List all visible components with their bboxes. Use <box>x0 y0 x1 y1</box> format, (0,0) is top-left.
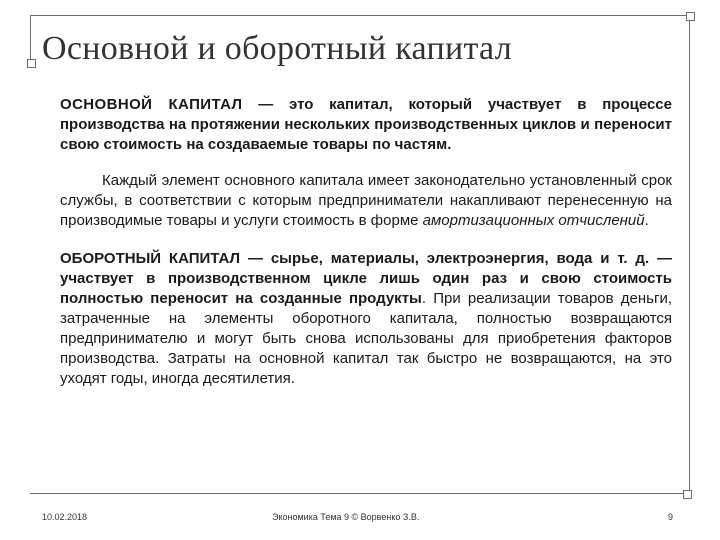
slide-title: Основной и оборотный капитал <box>42 30 512 67</box>
working-capital-continuation: . При реализации товаров деньги, затраченные на элементы оборотного капитала, полностью возвращаются предпринимателю и могут быть снова использованы для приобретения факторов производства. Затраты на основной капитал так быстро не возвращаются, на это уходят годы, иногда десятилетия. <box>60 290 672 387</box>
frame-top-line <box>30 15 686 16</box>
footer-page-number: 9 <box>668 512 674 522</box>
fixed-capital-definition <box>60 95 672 155</box>
fixed-capital-paragraph <box>60 171 672 231</box>
frame-left-line <box>30 15 31 65</box>
footer-date: 10.02.2018 <box>42 512 88 522</box>
paragraph-italic-term: амортизационных отчислений <box>422 212 645 229</box>
frame-right-line <box>689 20 690 490</box>
working-capital-definition <box>60 249 672 389</box>
frame-bottom-line <box>30 493 683 494</box>
paragraph-end: . <box>644 212 649 229</box>
fixed-capital-text: — это капитал, который участвует в процессе производства на протяжении нескольких производственных циклов и переносит свою стоимость на создаваемые товары по частям. <box>60 96 672 153</box>
frame-corner-square <box>686 12 695 21</box>
paragraph-text: Каждый элемент основного капитала имеет законодательно установленный срок службы, в соответствии с которым предприниматели накапливают перенесенную на производимые товары и услуги стоимость в форме <box>60 172 672 229</box>
frame-corner-square <box>683 490 692 499</box>
working-capital-text: — сырье, материалы, электроэнергия, вода и т. д. — участвует в производственном цикле лишь один раз и свою стоимость полностью переносит на созданные продукты <box>60 250 672 307</box>
footer-author: Экономика Тема 9 © Ворвенко З.В. <box>272 512 420 522</box>
working-capital-term: ОБОРОТНЫЙ КАПИТАЛ <box>60 250 241 267</box>
frame-corner-square <box>27 59 36 68</box>
slide-content <box>60 95 672 389</box>
fixed-capital-term: ОСНОВНОЙ КАПИТАЛ <box>60 96 243 113</box>
